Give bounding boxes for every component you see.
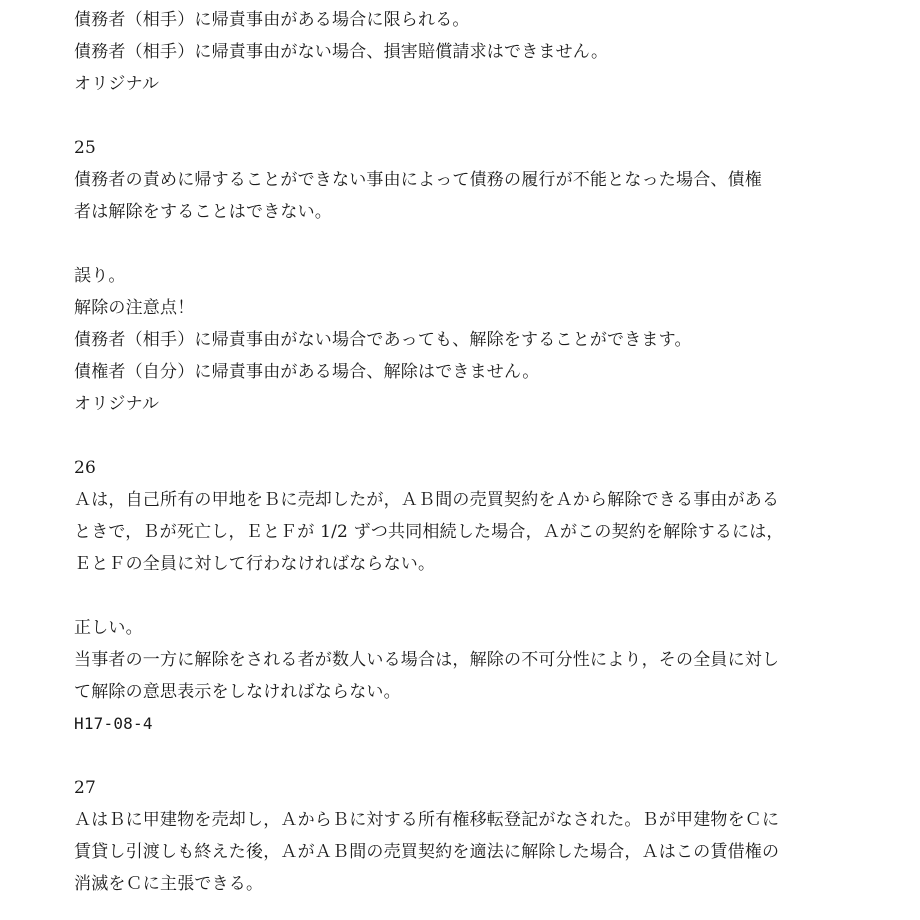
spacer (74, 100, 854, 132)
question-text: 賃貸し引渡しも終えた後，ＡがＡＢ間の売買契約を適法に解除した場合，Ａはこの賃借権の (74, 842, 780, 862)
source-label: オリジナル (74, 394, 160, 414)
question-text: 消滅をＣに主張できる。 (74, 874, 264, 894)
spacer (74, 228, 854, 260)
spacer (74, 420, 854, 452)
answer-text: 当事者の一方に解除をされる者が数人いる場合は，解除の不可分性により，その全員に対し (74, 650, 780, 670)
question-text: 者は解除をすることはできない。 (74, 202, 332, 222)
answer-verdict: 誤り。 (74, 266, 126, 286)
question-text: ＡはＢに甲建物を売却し，ＡからＢに対する所有権移転登記がなされた。Ｂが甲建物をＣに (74, 810, 780, 830)
question-25 (74, 132, 854, 420)
source-label: オリジナル (74, 74, 160, 94)
text-line: 債務者（相手）に帰責事由がある場合に限られる。 (74, 10, 470, 30)
answer-text: 解除の注意点！ (74, 298, 195, 318)
question-text: Ａは，自己所有の甲地をＢに売却したが，ＡＢ間の売買契約をＡから解除できる事由がある (74, 490, 780, 510)
spacer (74, 580, 854, 612)
spacer (74, 740, 854, 772)
question-number: 26 (74, 458, 97, 478)
answer-text: 債務者（相手）に帰責事由がない場合であっても、解除をすることができます。 (74, 330, 692, 350)
question-number: 27 (74, 778, 97, 798)
document-page (74, 4, 854, 900)
block-top (74, 4, 854, 100)
source-label: H17-08-4 (74, 714, 153, 733)
question-27 (74, 772, 854, 900)
answer-verdict: 正しい。 (74, 618, 143, 638)
text-line: 債務者（相手）に帰責事由がない場合、損害賠償請求はできません。 (74, 42, 609, 62)
question-text: ときで，Ｂが死亡し，ＥとＦが 1/2 ずつ共同相続した場合，Ａがこの契約を解除するには， (74, 522, 784, 542)
question-number: 25 (74, 138, 97, 158)
question-text: ＥとＦの全員に対して行わなければならない。 (74, 554, 436, 574)
question-text: 債務者の責めに帰することができない事由によって債務の履行が不能となった場合、債権 (74, 170, 762, 190)
answer-text: 債権者（自分）に帰責事由がある場合、解除はできません。 (74, 362, 540, 382)
question-26 (74, 452, 854, 740)
answer-text: て解除の意思表示をしなければならない。 (74, 682, 401, 702)
